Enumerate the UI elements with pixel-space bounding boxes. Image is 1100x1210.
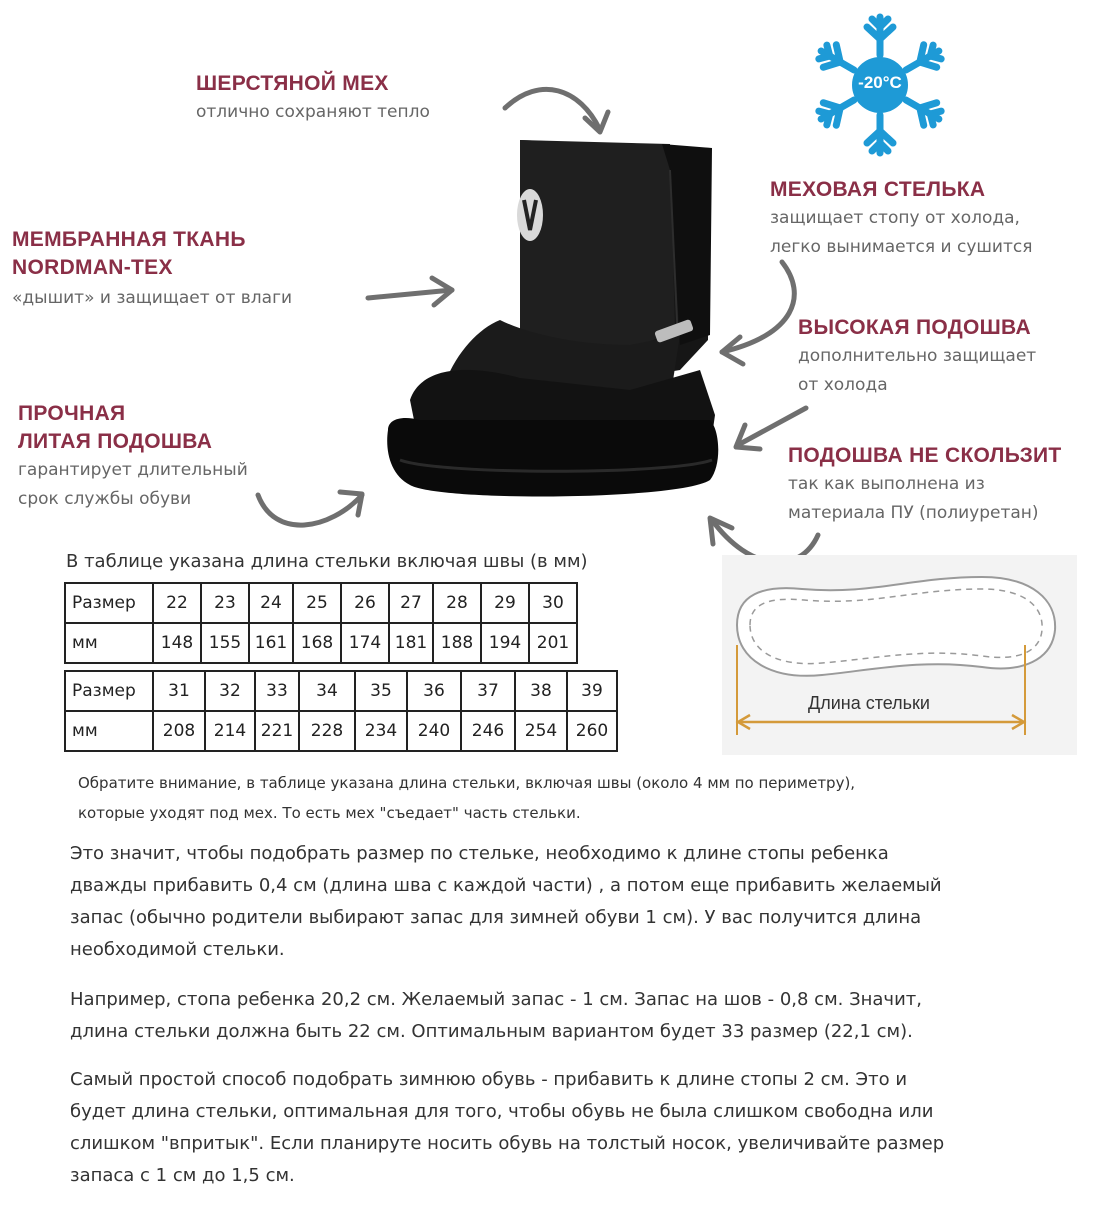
table-cell: 148 <box>153 623 201 663</box>
table-cell: 31 <box>153 671 205 711</box>
table-cell: 155 <box>201 623 249 663</box>
feature-text: срок службы обуви <box>18 489 192 509</box>
table-cell: 34 <box>299 671 355 711</box>
temperature-label: -20°С <box>858 73 902 92</box>
table-cell: 181 <box>389 623 433 663</box>
note <box>78 768 855 828</box>
paragraph-line: Например, стопа ребенка 20,2 см. Желаемый запас - 1 см. Запас на шов - 0,8 см. Значит, <box>70 989 922 1010</box>
table-cell: 35 <box>355 671 407 711</box>
feature-text: отлично сохраняют тепло <box>196 102 430 122</box>
table-cell: 33 <box>255 671 299 711</box>
table-cell: 254 <box>515 711 567 751</box>
row-label: мм <box>65 623 153 663</box>
table-cell: 201 <box>529 623 577 663</box>
feature-title: ВЫСОКАЯ ПОДОШВА <box>798 316 1031 339</box>
table-cell: 260 <box>567 711 617 751</box>
paragraph-line: Это значит, чтобы подобрать размер по стельке, необходимо к длине стопы ребенка <box>70 843 889 864</box>
table-cell: 36 <box>407 671 461 711</box>
feature-text: материала ПУ (полиуретан) <box>788 503 1039 523</box>
feature-text: так как выполнена из <box>788 474 985 494</box>
table-cell: 188 <box>433 623 481 663</box>
insole-diagram <box>722 555 1077 755</box>
size-table-block-1 <box>64 582 578 664</box>
paragraph-line: необходимой стельки. <box>70 939 285 960</box>
table-cell: 38 <box>515 671 567 711</box>
paragraph-line: будет длина стельки, оптимальная для того, чтобы обувь не была слишком свободна или <box>70 1101 934 1122</box>
paragraph-explanation <box>70 838 942 966</box>
table-cell: 24 <box>249 583 293 623</box>
table-cell: 194 <box>481 623 529 663</box>
feature-title: МЕХОВАЯ СТЕЛЬКА <box>770 178 986 201</box>
table-cell: 161 <box>249 623 293 663</box>
paragraph-line: запаса с 1 см до 1,5 см. <box>70 1165 295 1186</box>
row-label: Размер <box>65 671 153 711</box>
table-cell: 23 <box>201 583 249 623</box>
feature-title: МЕМБРАННАЯ ТКАНЬ <box>12 228 246 251</box>
table-cell: 22 <box>153 583 201 623</box>
table-cell: 25 <box>293 583 341 623</box>
table-cell: 26 <box>341 583 389 623</box>
note-line: которые уходят под мех. То есть мех "съедает" часть стельки. <box>78 804 581 822</box>
feature-title: ШЕРСТЯНОЙ МЕХ <box>196 72 389 95</box>
table-cell: 240 <box>407 711 461 751</box>
paragraph-line: длина стельки должна быть 22 см. Оптимальным вариантом будет 33 размер (22,1 см). <box>70 1021 913 1042</box>
table-cell: 214 <box>205 711 255 751</box>
table-cell: 37 <box>461 671 515 711</box>
table-cell: 174 <box>341 623 389 663</box>
feature-title: ПРОЧНАЯ <box>18 402 126 425</box>
feature-text: защищает стопу от холода, <box>770 208 1020 228</box>
paragraph-example <box>70 984 922 1048</box>
table-cell: 168 <box>293 623 341 663</box>
callout-arrows <box>0 0 1100 600</box>
feature-text: от холода <box>798 375 888 395</box>
paragraph-line: дважды прибавить 0,4 см (длина шва с каждой части) , а потом еще прибавить желаемый <box>70 875 942 896</box>
table-cell: 27 <box>389 583 433 623</box>
paragraph-line: запас (обычно родители выбирают запас для зимней обуви 1 см). У вас получится длина <box>70 907 922 928</box>
paragraph-simple-method <box>70 1064 944 1192</box>
table-row <box>65 671 617 711</box>
table-cell: 29 <box>481 583 529 623</box>
paragraph-line: Самый простой способ подобрать зимнюю обувь - прибавить к длине стопы 2 см. Это и <box>70 1069 908 1090</box>
feature-title: NORDMAN-TEX <box>12 256 173 279</box>
feature-text: дополнительно защищает <box>798 346 1037 366</box>
insole-length-label: Длина стельки <box>808 693 930 713</box>
paragraph-line: слишком "впритык". Если планируте носить обувь на толстый носок, увеличивайте размер <box>70 1133 945 1154</box>
feature-text: легко вынимается и сушится <box>770 237 1033 257</box>
table-cell: 246 <box>461 711 515 751</box>
table-cell: 39 <box>567 671 617 711</box>
size-table-block-2 <box>64 670 618 752</box>
row-label: мм <box>65 711 153 751</box>
table-row <box>65 711 617 751</box>
table-cell: 30 <box>529 583 577 623</box>
feature-title: ЛИТАЯ ПОДОШВА <box>18 430 213 453</box>
table-row <box>65 623 577 663</box>
table-cell: 228 <box>299 711 355 751</box>
feature-text: гарантирует длительный <box>18 460 248 480</box>
table-cell: 208 <box>153 711 205 751</box>
table-cell: 234 <box>355 711 407 751</box>
table-cell: 221 <box>255 711 299 751</box>
table-caption: В таблице указана длина стельки включая швы (в мм) <box>66 551 588 572</box>
row-label: Размер <box>65 583 153 623</box>
table-cell: 28 <box>433 583 481 623</box>
feature-text: «дышит» и защищает от влаги <box>12 288 293 308</box>
table-row <box>65 583 577 623</box>
feature-title: ПОДОШВА НЕ СКОЛЬЗИТ <box>788 444 1062 467</box>
table-cell: 32 <box>205 671 255 711</box>
note-line: Обратите внимание, в таблице указана длина стельки, включая швы (около 4 мм по периметру), <box>78 774 856 792</box>
